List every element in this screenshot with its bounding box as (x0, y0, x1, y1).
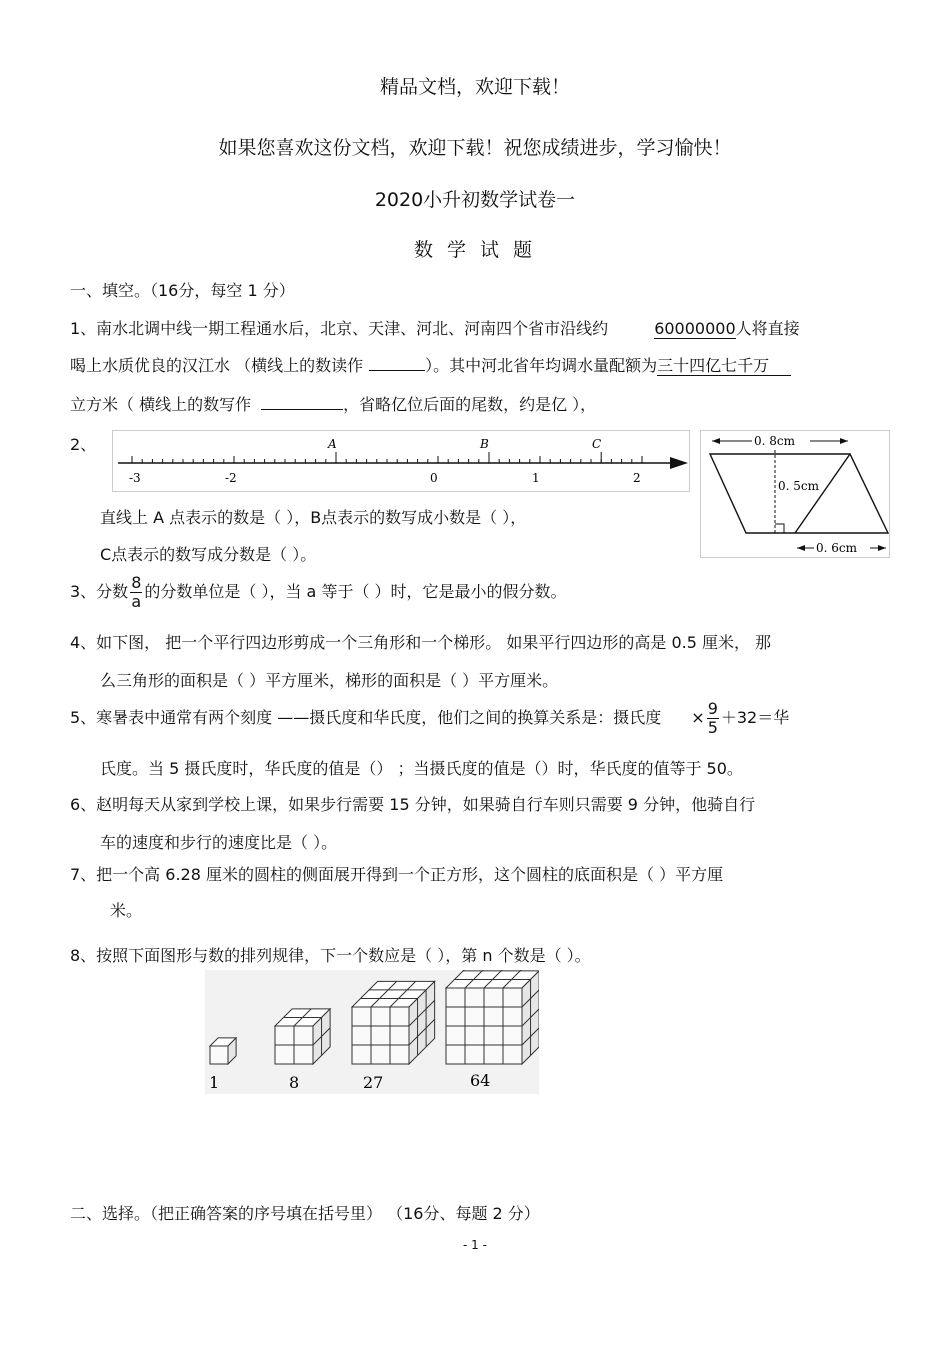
q5-text-a: 5、寒暑表中通常有两个刻度 ——摄氏度和华氏度，他们之间的换算关系是：摄氏度 (70, 708, 662, 727)
q5-fraction (707, 700, 719, 737)
point-c-label: C (592, 437, 602, 451)
axis-label: -3 (129, 471, 141, 485)
q1-text-e: 立方米（ 横线上的数写作 (70, 395, 252, 414)
cube-label: 8 (289, 1073, 300, 1092)
q3-text-a: 3、分数 (70, 582, 129, 601)
point-a-label: A (328, 437, 337, 451)
q3-line (70, 574, 567, 611)
q5-line-a (70, 700, 789, 737)
dim-bottom-label: 0. 6cm (816, 541, 857, 555)
cube-label: 1 (209, 1073, 220, 1092)
dim-height-label: 0. 5cm (778, 479, 819, 493)
q1-text-c: 喝上水质优良的汉江水 （横线上的数读作 (70, 356, 364, 375)
number-line-svg (112, 430, 690, 492)
parallelogram-figure (700, 430, 890, 558)
point-b-label: B (480, 437, 489, 451)
q1-line3 (70, 392, 596, 415)
cube-label: 64 (470, 1071, 491, 1090)
q1-line1 (70, 316, 800, 339)
q1-blank-reading (369, 354, 425, 371)
q5-times: × (691, 708, 705, 727)
arrow-left-icon (712, 438, 720, 444)
q1-blank-written (261, 393, 343, 410)
q1-text-b: 人将直接 (735, 319, 800, 338)
q3-fraction (130, 574, 142, 611)
axis-label: -2 (225, 471, 237, 485)
q2-line-b: C点表示的数写成分数是（ ）。 (100, 545, 317, 564)
q2-number: 2、 (70, 435, 97, 454)
q5-frac-num: 9 (707, 699, 718, 718)
q1-number: 60000000 (654, 319, 736, 338)
cube-2x2 (275, 1009, 330, 1064)
cube-face (210, 1046, 228, 1064)
q6-line-b: 车的速度和步行的速度比是（ ）。 (100, 833, 338, 852)
section2-heading: 二、选择。（把正确答案的序号填在括号里） （16分、每题 2 分） (70, 1204, 540, 1223)
cubes-svg (205, 970, 539, 1094)
axis-label: 0 (430, 471, 438, 485)
arrow-right-icon (878, 545, 886, 551)
exam-subtitle: 数 学 试 题 (413, 239, 537, 261)
q6-line-a: 6、赵明每天从家到学校上课，如果步行需要 15 分钟，如果骑自行车则只需要 9 分钟，他骑自行 (70, 795, 756, 814)
q1-text-d: ）。其中河北省年均调水量配额为 (425, 356, 658, 375)
exam-title: 2020小升初数学试卷一 (374, 189, 576, 211)
cube-4x4 (446, 970, 539, 1064)
parallelogram-svg (700, 430, 890, 558)
q4-line-b: 么三角形的面积是（ ）平方厘米，梯形的面积是（ ）平方厘米。 (100, 671, 559, 690)
section1-heading: 一、填空。（16分，每空 1 分） (70, 281, 295, 300)
right-angle-mark (775, 524, 784, 533)
cubes-figure (205, 970, 539, 1094)
q1-text-f: ，省略亿位后面的尾数，约是亿 ）， (343, 395, 597, 414)
arrow-right-icon (840, 438, 848, 444)
number-line-figure (112, 430, 690, 492)
page-number: - 1 - (463, 1238, 487, 1252)
axis-label: 1 (532, 471, 540, 485)
q1-line2 (70, 353, 791, 376)
cube-face (352, 1007, 409, 1064)
q3-frac-num: 8 (131, 573, 142, 592)
q4-line-a: 4、如下图， 把一个平行四边形剪成一个三角形和一个梯形。 如果平行四边形的高是 0.5 厘米， 那 (70, 633, 772, 652)
axis-label: 2 (633, 471, 641, 485)
q2-line-a: 直线上 A 点表示的数是（ ），B点表示的数写成小数是（ ）， (100, 508, 527, 527)
doc-header-line1: 精品文档，欢迎下载！ (379, 76, 570, 98)
q3-text-b: 的分数单位是（ ），当 a 等于（ ）时，它是最小的假分数。 (144, 582, 567, 601)
cut-line (795, 454, 850, 533)
q8-line-a: 8、按照下面图形与数的排列规律，下一个数应是（ ），第 n 个数是（ ）。 (70, 946, 591, 965)
parallelogram-shape (710, 454, 888, 533)
q1-text-a: 1、南水北调中线一期工程通水后，北京、天津、河北、河南四个省市沿线约 (70, 319, 609, 338)
q7-line-b: 米。 (110, 901, 143, 920)
arrow-left-icon (797, 545, 805, 551)
cube-label: 27 (363, 1073, 384, 1092)
cube-1x1 (210, 1038, 236, 1064)
q5-text-b: ＋32＝华 (720, 708, 790, 727)
arrow-head-icon (670, 457, 688, 469)
q3-frac-den: a (131, 592, 142, 611)
dim-top-label: 0. 8cm (754, 434, 795, 448)
q5-line-c: 氏度。当 5 摄氏度时，华氏度的值是（） ；当摄氏度的值是（）时，华氏度的值等于 50。 (100, 759, 743, 778)
q1-amount: 三十四亿七千万 (657, 356, 791, 376)
doc-header-line2: 如果您喜欢这份文档，欢迎下载！祝您成绩进步，学习愉快！ (218, 137, 732, 159)
q5-frac-den: 5 (707, 718, 718, 737)
q7-line-a: 7、把一个高 6.28 厘米的圆柱的侧面展开得到一个正方形，这个圆柱的底面积是（ ）平方厘 (70, 865, 724, 884)
cube-3x3 (352, 981, 435, 1064)
